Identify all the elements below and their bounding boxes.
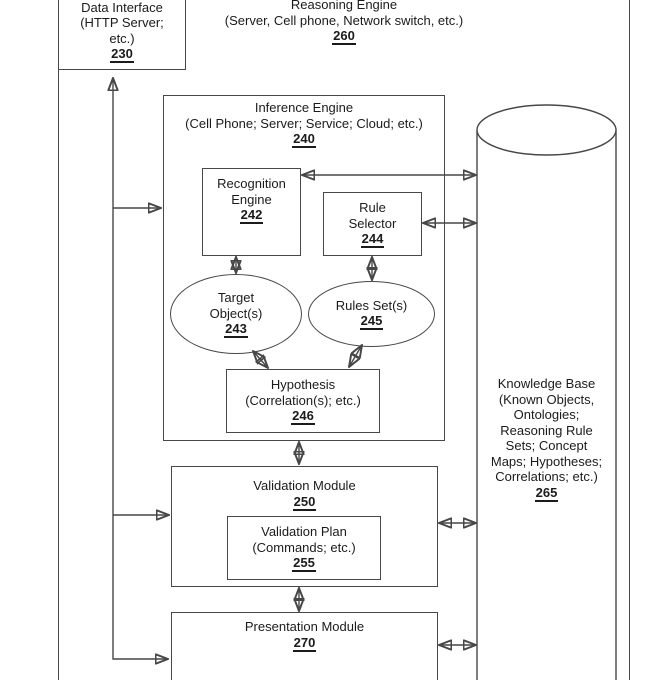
rule-selector-title1: Rule [359,200,386,215]
target-objects-title2: Object(s) [209,305,263,321]
arrow-rulessets-hypothesis [349,345,362,367]
target-objects-ref: 243 [225,321,247,336]
inference-engine-subtitle: (Cell Phone; Server; Service; Cloud; etc.) [185,115,423,131]
arrow-targetobjects-hypothesis [253,351,268,368]
recognition-engine-title1: Recognition [217,176,286,191]
knowledge-base-line: Reasoning Rule [500,422,593,438]
reasoning-engine-ref: 260 [333,28,355,43]
knowledge-base-line: (Known Objects, [498,391,595,407]
data-interface-subtitle2: etc.) [109,30,135,46]
rules-sets-ref: 245 [360,313,383,329]
knowledge-base-cylinder-top [477,105,616,155]
data-interface-subtitle1: (HTTP Server; [80,15,164,30]
validation-plan-ref: 255 [293,555,315,570]
arrow-bus-datainterface-presentation [113,78,168,659]
knowledge-base-line: Ontologies; [513,407,580,422]
validation-module-title: Validation Module [253,478,356,493]
reasoning-engine-title: Reasoning Engine [290,0,398,12]
inference-engine-ref: 240 [293,131,315,146]
rule-selector-title2: Selector [348,215,397,231]
target-objects-title1: Target [217,290,255,305]
knowledge-base-line: Correlations; etc.) [495,469,598,484]
knowledge-base-ref: 265 [535,484,558,500]
data-interface-ref: 230 [111,46,133,61]
hypothesis-ref: 246 [292,408,314,423]
presentation-module-title: Presentation Module [244,619,365,634]
knowledge-base-cylinder-sides [477,130,616,680]
presentation-module-ref: 270 [293,634,316,650]
validation-plan-title: Validation Plan [261,524,347,539]
knowledge-base-line: Knowledge Base [497,376,596,391]
validation-plan-subtitle: (Commands; etc.) [252,539,356,555]
inference-engine-title: Inference Engine [254,100,354,115]
knowledge-base-line: Maps; Hypotheses; [490,453,603,469]
rule-selector-ref: 244 [361,231,384,246]
hypothesis-subtitle: (Correlation(s); etc.) [245,392,361,408]
recognition-engine-title2: Engine [231,191,272,207]
data-interface-title: Data Interface [81,0,163,15]
knowledge-base-line: Sets; Concept [505,438,588,453]
validation-module-ref: 250 [293,493,316,509]
hypothesis-title: Hypothesis [270,377,336,392]
recognition-engine-ref: 242 [240,207,263,222]
rules-sets-title: Rules Set(s) [335,297,408,313]
reasoning-engine-subtitle: (Server, Cell phone, Network switch, etc.) [224,12,464,28]
